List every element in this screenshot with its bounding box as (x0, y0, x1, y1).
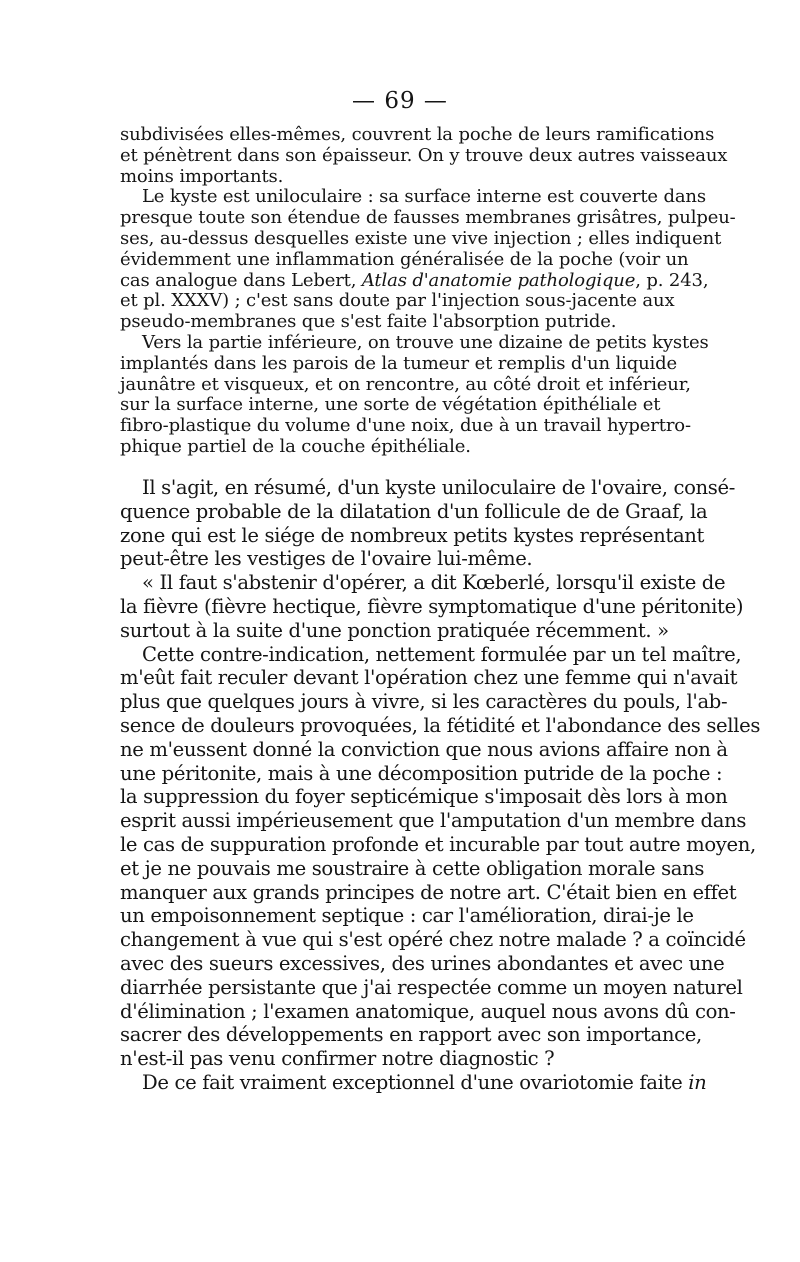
text-line: Vers la partie inférieure, on trouve une dizaine de petits kystes (142, 331, 709, 353)
paragraph-block-large (120, 476, 761, 1095)
text-line-with-citation (120, 269, 709, 292)
paragraph-block-small (120, 124, 736, 458)
text-line: et pl. XXXV) ; c'est sans doute par l'injection sous-jacente aux (120, 290, 675, 312)
text-line: fibro-plastique du volume d'une noix, due à un travail hypertro- (120, 415, 691, 437)
text-line: la suppression du foyer septicémique s'imposait dès lors à mon (120, 785, 728, 809)
text-line: ne m'eussent donné la conviction que nous avions affaire non à (120, 737, 728, 761)
text-line: sacrer des développements en rapport avec son importance, (120, 1023, 702, 1047)
text-line: subdivisées elles-mêmes, couvrent la poche de leurs ramifications (120, 124, 715, 145)
text-line: Cette contre-indication, nettement formulée par un tel maître, (142, 642, 742, 666)
text-line: un empoisonnement septique : car l'amélioration, dirai-je le (120, 904, 694, 928)
page-number: — 69 — (352, 88, 448, 114)
text-line: jaunâtre et visqueux, et on rencontre, au côté droit et inférieur, (120, 373, 691, 395)
text-line: le cas de suppuration profonde et incurable par tout autre moyen, (120, 832, 756, 856)
citation-title: Atlas d'anatomie pathologique (361, 269, 636, 291)
text-line: la fièvre (fièvre hectique, fièvre symptomatique d'une péritonite) (120, 594, 744, 618)
text-segment: cas analogue dans Lebert, (120, 269, 362, 291)
text-line: et pénètrent dans son épaisseur. On y trouve deux autres vaisseaux (120, 144, 728, 166)
text-line: phique partiel de la couche épithéliale. (120, 435, 471, 457)
text-line: diarrhée persistante que j'ai respectée comme un moyen naturel (120, 975, 743, 999)
text-segment: De ce fait vraiment exceptionnel d'une ovariotomie faite (142, 1070, 689, 1094)
text-line: esprit aussi impérieusement que l'amputation d'un membre dans (120, 809, 747, 833)
text-line: une péritonite, mais à une décomposition putride de la poche : (120, 761, 723, 785)
text-line: surtout à la suite d'une ponction pratiquée récemment. » (120, 618, 669, 642)
text-line: pseudo-membranes que s'est faite l'absorption putride. (120, 311, 617, 333)
text-line: ses, au-dessus desquelles existe une vive injection ; elles indiquent (120, 227, 722, 249)
italic-word: in (688, 1070, 707, 1094)
text-line: Le kyste est uniloculaire : sa surface interne est couverte dans (142, 186, 706, 208)
text-line: quence probable de la dilatation d'un follicule de de Graaf, la (120, 499, 708, 523)
text-line: implantés dans les parois de la tumeur et remplis d'un liquide (120, 352, 677, 374)
text-segment: , p. 243, (635, 269, 709, 291)
text-line: Il s'agit, en résumé, d'un kyste uniloculaire de l'ovaire, consé- (142, 476, 736, 499)
text-line: sence de douleurs provoquées, la fétidité et l'abondance des selles (120, 713, 761, 737)
text-line: d'élimination ; l'examen anatomique, auquel nous avons dû con- (120, 999, 736, 1023)
text-line: zone qui est le siége de nombreux petits kystes représentant (120, 523, 705, 547)
text-line-continued (120, 1070, 707, 1095)
text-line: « Il faut s'abstenir d'opérer, a dit Kœberlé, lorsqu'il existe de (142, 571, 726, 595)
text-line: peut-être les vestiges de l'ovaire lui-même. (120, 547, 533, 571)
text-line: sur la surface interne, une sorte de végétation épithéliale et (120, 394, 661, 416)
text-line: changement à vue qui s'est opéré chez notre malade ? a coïncidé (120, 928, 746, 952)
text-line: m'eût fait reculer devant l'opération chez une femme qui n'avait (120, 666, 738, 690)
text-line: évidemment une inflammation généralisée de la poche (voir un (120, 248, 689, 270)
text-line: moins importants. (120, 165, 284, 187)
text-line: presque toute son étendue de fausses membranes grisâtres, pulpeu- (120, 207, 736, 229)
text-line: n'est-il pas venu confirmer notre diagnostic ? (120, 1047, 555, 1071)
text-line: et je ne pouvais me soustraire à cette obligation morale sans (120, 856, 705, 880)
text-line: manquer aux grands principes de notre art. C'était bien en effet (120, 880, 737, 904)
text-line: plus que quelques jours à vivre, si les caractères du pouls, l'ab- (120, 690, 728, 714)
text-line: avec des sueurs excessives, des urines abondantes et avec une (120, 951, 725, 975)
